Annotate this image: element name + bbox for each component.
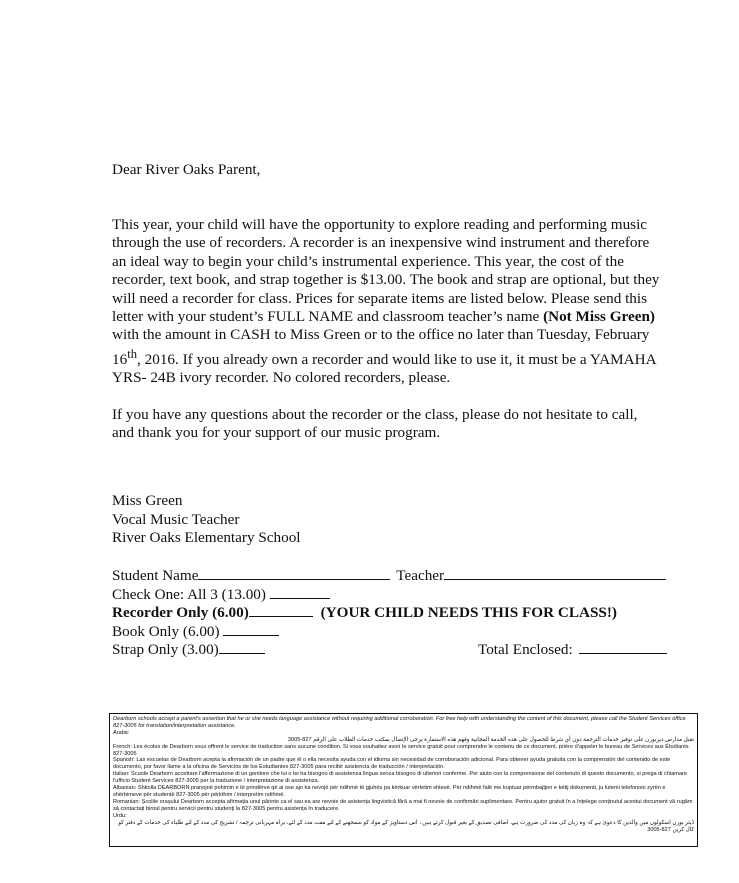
- form-row-check-one: [112, 584, 692, 603]
- notice-arabic-label: Arabic: [113, 729, 129, 736]
- notice-spanish: Spanish: Las escuelas de Dearborn acepta la afirmación de un padre que él o ella necesita ayuda con el idioma sin necesidad de corroboración adicional. Para obtener ayuda gratuita con la comprensión del contenido de este documento, por favor llame a la oficina de Servicios de los Estudiantes 827-3005 para recibir asistencia de traducción / interpretación.: [113, 757, 671, 771]
- letter-paragraph-2: If you have any questions about the recorder or the class, please do not hesitate to call, and thank you for your support of our music program.: [112, 405, 638, 442]
- signature-school: River Oaks Elementary School: [112, 529, 301, 547]
- notice-romanian: Romanian: Școlile orașului Dearborn accepta afirmația unui părinte ca el sau ea are nevoie de asistența lingvistică fără a mai fi nevoie de confirmări suplimentare. Pentru ajutor gratuit în a înțelege conținutul acestui document vă rugăm să contactați biroul pentru servicii pentru studenți la 827-3005 pentru asistența în traducere.: [113, 798, 693, 812]
- all-three-blank[interactable]: [270, 584, 330, 599]
- letter-greeting: Dear River Oaks Parent,: [112, 161, 261, 178]
- student-name-label: Student Name: [112, 567, 199, 584]
- order-form: [112, 565, 692, 658]
- notice-italian: Italian: Scuole Dearborn accettare l'affermazione di un genitore che lui o lei ha bisogno di assistenza lingua senza bisogno di ulteriori conferme. Per aiuto con la comprensione del contenuto di questo documento, si prega di chiamare l'ufficio Student Services 827-3005 per la traduzione / interpretazione di assistenza.: [113, 771, 688, 785]
- form-row-strap: [112, 639, 692, 658]
- check-one-label: Check One: All 3 (13.00): [112, 585, 266, 603]
- teacher-label: Teacher: [396, 567, 445, 584]
- notice-albanian: Albanian: Shkolla DEARBORN pranojnë pohimin e të prindërve që ai ose ajo ka nevojë për ndihmë të gjuhës pa kërkuar vërtetim shtesë. Për ndihmë falë me kuptuar përmbajtjen e këtij dokumenti, ju lutemi telefononi zyrën e shërbimeve për studentë 827-3005 për përkthim / interpretim ndihmë.: [113, 785, 666, 798]
- paragraph-1-part-c: , 2016. If you already own a recorder and would like to use it, it must be a YAMAHA YRS- 24B ivory recorder. No colored recorders, please.: [112, 350, 656, 387]
- form-row-book: [112, 621, 692, 640]
- form-row-names: [112, 565, 692, 584]
- strap-only-blank[interactable]: [219, 639, 265, 654]
- notice-french: French: Les écoles de Dearborn vous offrent le service de traduction sans aucune condition. Si vous souhaitez avoir le service gratuit pour comprendre le contenu de ce document, prière d'appeler le bureau de Services aux Étudiants 827-3005: [113, 743, 689, 757]
- letter-body: [112, 216, 660, 443]
- signature-title: Vocal Music Teacher: [112, 510, 240, 528]
- total-enclosed-label: Total Enclosed:: [478, 641, 573, 659]
- recorder-only-blank[interactable]: [249, 602, 313, 617]
- letter-paragraph-1: [112, 216, 660, 388]
- notice-arabic: تقبل مدارس ديربورن على توفير خدمات الترجمة دون أي شرط للحصول على هذه الخدمة المجانية وفهم هذه الاستمارة يرجى الإتصال بمكتب خدمات الطلاب على الرقم 827-3005: [287, 736, 694, 743]
- strap-only-label: Strap Only (3.00): [112, 641, 219, 659]
- paragraph-1-part-b: with the amount in CASH to Miss Green or to the office no later than Tuesday, February 16: [112, 326, 650, 368]
- language-assistance-notice: [109, 713, 698, 847]
- notice-english: Dearborn schools accept a parent's assertion that he or she needs language assistance without requiring additional corroboration. For free help with understanding the content of this document, please call the Student Services office 827-3005 for translation/interpretation assistance.: [113, 716, 686, 729]
- paragraph-1-bold: (Not Miss Green): [543, 308, 655, 326]
- book-only-label: Book Only (6.00): [112, 622, 220, 640]
- book-only-blank[interactable]: [223, 621, 279, 636]
- notice-urdu-label: Urdu:: [113, 812, 127, 819]
- total-enclosed-group: [478, 639, 667, 660]
- paragraph-1-part-a: This year, your child will have the opportunity to explore reading and performing music through the use of recorders. A recorder is an inexpensive wind instrument and therefore an ideal way to begin your child’s instrumental experience. This year, the cost of the recorder, text book, and strap together is $13.00. The book and strap are optional, but they will need a recorder for class. Prices for separate items are listed below. Please send this letter with your student’s FULL NAME and classroom teacher’s name: [112, 216, 660, 326]
- notice-urdu: ڈیئر بورن اسکولوں میں والدین کا دعویٰ ہے کہ وہ زبان کی مدد کی ضرورت ہے، اضافی تصدیق کے بغیر قبول کرتے ہیں۔ اس دستاویز کے مواد کو سمجھنے کے لئے مفت مدد کے لئے، براہ مہربانی ترجمہ / تشریح کی مدد کے لئے طلباء کی خدمات کے دفتر کو کال کریں 827-3005: [118, 819, 694, 833]
- total-enclosed-blank[interactable]: [579, 639, 667, 654]
- recorder-required-note: (YOUR CHILD NEEDS THIS FOR CLASS!): [320, 604, 617, 622]
- student-name-blank[interactable]: [198, 565, 390, 580]
- recorder-only-label: Recorder Only (6.00): [112, 604, 249, 622]
- signature-name: Miss Green: [112, 492, 183, 509]
- signature-block: [112, 492, 301, 548]
- form-row-recorder: [112, 602, 692, 621]
- teacher-name-blank[interactable]: [444, 565, 666, 580]
- date-superscript: th: [127, 346, 138, 361]
